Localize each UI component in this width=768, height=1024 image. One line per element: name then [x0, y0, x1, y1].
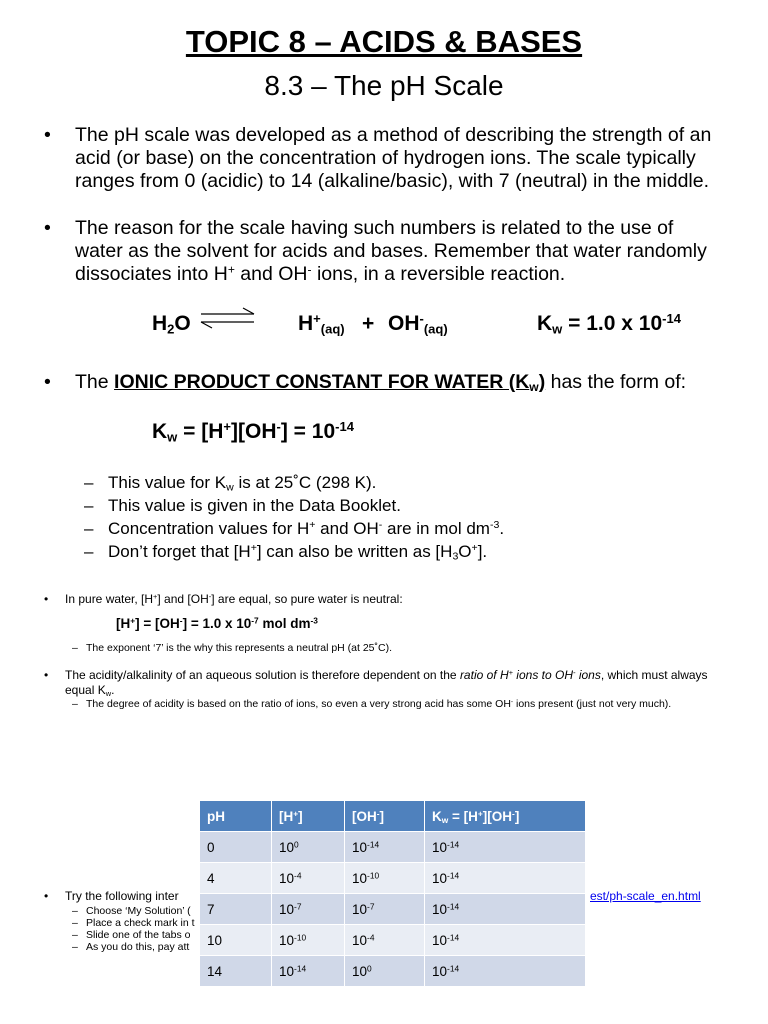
dash-icon: – — [84, 496, 94, 515]
bullet-icon: • — [44, 889, 49, 903]
header-h-conc: [H+] — [272, 801, 345, 832]
cell-h: $10^0$ — [272, 832, 345, 863]
cell-ph: 10 — [200, 925, 272, 956]
ionic-product-text: The IONIC PRODUCT CONSTANT FOR WATER $(K_w)$ has the form of: — [75, 371, 687, 395]
table-row — [200, 956, 586, 987]
hydrogen-ion-product: $H^+_{(aq)}$ — [298, 310, 345, 337]
bullet-icon: • — [44, 592, 49, 606]
plus-sign: + — [362, 312, 375, 335]
bullet-icon: • — [44, 371, 51, 393]
dash-icon: – — [72, 917, 78, 929]
header-ph: pH — [200, 801, 272, 832]
equilibrium-arrow-icon — [199, 306, 257, 330]
dash-icon: – — [84, 473, 94, 492]
cell-kw: $10^{-14}$ — [425, 925, 586, 956]
cell-h: $10^{-4}$ — [272, 863, 345, 894]
cell-oh: $10^0$ — [345, 956, 425, 987]
dash-icon: – — [84, 542, 94, 561]
cell-kw: $10^{-14}$ — [425, 863, 586, 894]
header-kw: $K_w = [H^+][OH^-]$ — [425, 801, 586, 832]
dash-icon: – — [84, 519, 94, 538]
cell-h: $10^{-10}$ — [272, 925, 345, 956]
neutral-water-equation: [H+] = [OH-] = 1.0 x $10^{-7}$ mol $dm^{-3}$ — [116, 615, 318, 631]
dash-icon: – — [72, 929, 78, 941]
kw-value: $K_w = 1.0$ x $10^{-14}$ — [537, 310, 681, 337]
dash-icon: – — [72, 642, 78, 654]
cell-kw: $10^{-14}$ — [425, 832, 586, 863]
cell-h: $10^{-7}$ — [272, 894, 345, 925]
water-formula: $H_2O$ — [152, 312, 191, 337]
table-row — [200, 894, 586, 925]
cell-kw: $10^{-14}$ — [425, 956, 586, 987]
phet-ph-scale-link[interactable]: est/ph-scale_en.html — [590, 889, 701, 903]
cell-ph: 14 — [200, 956, 272, 987]
table-row — [200, 863, 586, 894]
ph-concentration-table — [199, 800, 586, 987]
cell-oh: $10^{-14}$ — [345, 832, 425, 863]
intro-bullet-1-text: The pH scale was developed as a method of describing the strength of an acid (or base) on the concentration of hydrogen ions. The scale typically ranges from 0 (acidic) to 14 (alkaline/basic), with 7 (neutral) in the middle. — [75, 124, 712, 192]
cell-h: $10^{-14}$ — [272, 956, 345, 987]
dash-icon: – — [72, 905, 78, 917]
kw-equation: $K_w = [H^+][OH^-] = 10^{-14}$ — [152, 418, 354, 445]
section-subtitle: 8.3 – The pH Scale — [264, 70, 504, 101]
dash-icon: – — [72, 941, 78, 953]
cell-oh: $10^{-4}$ — [345, 925, 425, 956]
bullet-icon: • — [44, 124, 51, 146]
table-row — [200, 925, 586, 956]
bullet-icon: • — [44, 668, 49, 682]
cell-ph: 0 — [200, 832, 272, 863]
cell-ph: 4 — [200, 863, 272, 894]
table-row — [200, 832, 586, 863]
cell-kw: $10^{-14}$ — [425, 894, 586, 925]
dash-icon: – — [72, 698, 78, 710]
intro-bullet-2-text: The reason for the scale having such numbers is related to the use of water as the solvent for acids and bases. Remember that water randomly dissociates into H+ and OH- ions, in a reversible reaction. — [75, 217, 707, 285]
table-header-row — [200, 801, 586, 832]
header-oh-conc: [OH-] — [345, 801, 425, 832]
cell-oh: $10^{-10}$ — [345, 863, 425, 894]
bullet-icon: • — [44, 217, 51, 239]
cell-oh: $10^{-7}$ — [345, 894, 425, 925]
cell-ph: 7 — [200, 894, 272, 925]
hydroxide-ion-product: $OH^-_{(aq)}$ — [388, 310, 448, 337]
page-title: TOPIC 8 – ACIDS & BASES — [185, 24, 583, 59]
